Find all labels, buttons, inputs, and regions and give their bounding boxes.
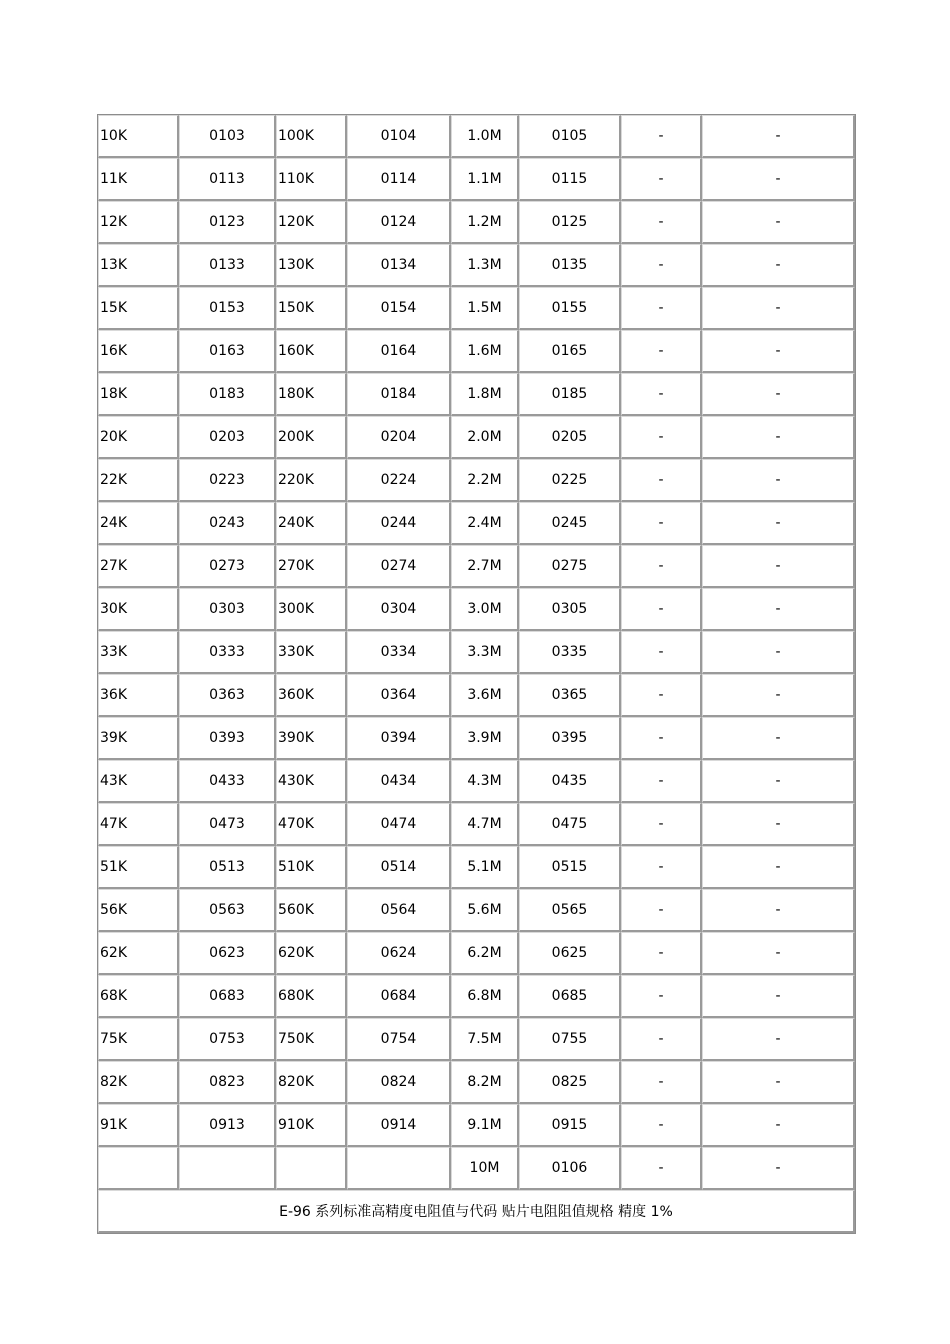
table-row bbox=[98, 932, 855, 975]
cell-extra-b: - bbox=[702, 631, 855, 674]
cell-code-100k: 0184 bbox=[347, 373, 451, 416]
cell-value-1m: 1.3M bbox=[451, 244, 519, 287]
cell-code-1m: 0435 bbox=[519, 760, 621, 803]
cell-value-10k: 75K bbox=[98, 1018, 179, 1061]
cell-value-100k: 910K bbox=[276, 1104, 347, 1147]
cell-value-100k: 750K bbox=[276, 1018, 347, 1061]
cell-code-10k: 0203 bbox=[179, 416, 276, 459]
cell-extra-a: - bbox=[621, 115, 702, 158]
cell-code-1m: 0135 bbox=[519, 244, 621, 287]
cell-value-100k bbox=[276, 1147, 347, 1190]
table-row bbox=[98, 416, 855, 459]
cell-code-10k: 0563 bbox=[179, 889, 276, 932]
cell-extra-b: - bbox=[702, 1018, 855, 1061]
cell-code-100k: 0124 bbox=[347, 201, 451, 244]
cell-extra-b: - bbox=[702, 158, 855, 201]
cell-value-1m: 8.2M bbox=[451, 1061, 519, 1104]
cell-value-1m: 1.8M bbox=[451, 373, 519, 416]
cell-code-10k: 0133 bbox=[179, 244, 276, 287]
cell-value-1m: 3.3M bbox=[451, 631, 519, 674]
cell-code-100k: 0104 bbox=[347, 115, 451, 158]
cell-value-1m: 2.0M bbox=[451, 416, 519, 459]
cell-value-100k: 360K bbox=[276, 674, 347, 717]
cell-code-1m: 0335 bbox=[519, 631, 621, 674]
cell-value-1m: 1.6M bbox=[451, 330, 519, 373]
cell-code-1m: 0755 bbox=[519, 1018, 621, 1061]
cell-value-10k: 68K bbox=[98, 975, 179, 1018]
cell-value-1m: 5.6M bbox=[451, 889, 519, 932]
cell-code-1m: 0165 bbox=[519, 330, 621, 373]
cell-extra-b: - bbox=[702, 803, 855, 846]
cell-value-10k: 10K bbox=[98, 115, 179, 158]
cell-value-100k: 300K bbox=[276, 588, 347, 631]
cell-extra-a: - bbox=[621, 760, 702, 803]
table-row bbox=[98, 588, 855, 631]
cell-code-1m: 0915 bbox=[519, 1104, 621, 1147]
cell-code-1m: 0825 bbox=[519, 1061, 621, 1104]
cell-extra-b: - bbox=[702, 588, 855, 631]
table-row bbox=[98, 330, 855, 373]
cell-code-100k: 0304 bbox=[347, 588, 451, 631]
table-row bbox=[98, 760, 855, 803]
cell-code-1m: 0305 bbox=[519, 588, 621, 631]
cell-code-100k: 0134 bbox=[347, 244, 451, 287]
cell-extra-a: - bbox=[621, 717, 702, 760]
cell-value-100k: 510K bbox=[276, 846, 347, 889]
cell-code-1m: 0685 bbox=[519, 975, 621, 1018]
cell-extra-a: - bbox=[621, 1147, 702, 1190]
cell-value-100k: 680K bbox=[276, 975, 347, 1018]
cell-code-1m: 0275 bbox=[519, 545, 621, 588]
cell-value-1m: 2.2M bbox=[451, 459, 519, 502]
cell-code-1m: 0115 bbox=[519, 158, 621, 201]
cell-value-100k: 330K bbox=[276, 631, 347, 674]
cell-value-10k: 22K bbox=[98, 459, 179, 502]
cell-extra-b: - bbox=[702, 889, 855, 932]
table-row bbox=[98, 631, 855, 674]
table-row bbox=[98, 803, 855, 846]
cell-extra-b: - bbox=[702, 1061, 855, 1104]
cell-code-100k: 0224 bbox=[347, 459, 451, 502]
cell-value-1m: 10M bbox=[451, 1147, 519, 1190]
cell-value-100k: 220K bbox=[276, 459, 347, 502]
cell-value-10k bbox=[98, 1147, 179, 1190]
table-body bbox=[98, 115, 855, 1190]
cell-code-10k: 0433 bbox=[179, 760, 276, 803]
cell-value-10k: 47K bbox=[98, 803, 179, 846]
cell-extra-b: - bbox=[702, 330, 855, 373]
cell-value-10k: 62K bbox=[98, 932, 179, 975]
cell-extra-a: - bbox=[621, 373, 702, 416]
cell-code-1m: 0475 bbox=[519, 803, 621, 846]
cell-value-10k: 18K bbox=[98, 373, 179, 416]
cell-code-100k: 0624 bbox=[347, 932, 451, 975]
cell-code-1m: 0395 bbox=[519, 717, 621, 760]
cell-code-100k: 0514 bbox=[347, 846, 451, 889]
cell-extra-b: - bbox=[702, 459, 855, 502]
cell-code-100k: 0474 bbox=[347, 803, 451, 846]
table-row bbox=[98, 1147, 855, 1190]
table-caption: E-96 系列标准高精度电阻值与代码 贴片电阻阻值规格 精度 1% bbox=[98, 1190, 855, 1233]
cell-code-10k: 0823 bbox=[179, 1061, 276, 1104]
cell-extra-b: - bbox=[702, 1104, 855, 1147]
cell-code-10k: 0223 bbox=[179, 459, 276, 502]
cell-extra-a: - bbox=[621, 674, 702, 717]
resistor-code-table bbox=[97, 114, 856, 1234]
cell-extra-a: - bbox=[621, 201, 702, 244]
cell-value-10k: 13K bbox=[98, 244, 179, 287]
cell-extra-b: - bbox=[702, 975, 855, 1018]
table-row bbox=[98, 373, 855, 416]
table-row bbox=[98, 674, 855, 717]
cell-extra-b: - bbox=[702, 717, 855, 760]
cell-value-100k: 470K bbox=[276, 803, 347, 846]
cell-value-1m: 4.7M bbox=[451, 803, 519, 846]
cell-value-1m: 1.2M bbox=[451, 201, 519, 244]
table-row bbox=[98, 846, 855, 889]
cell-value-100k: 620K bbox=[276, 932, 347, 975]
cell-code-100k: 0244 bbox=[347, 502, 451, 545]
table-row bbox=[98, 889, 855, 932]
cell-code-100k: 0114 bbox=[347, 158, 451, 201]
cell-extra-a: - bbox=[621, 889, 702, 932]
cell-value-10k: 39K bbox=[98, 717, 179, 760]
cell-value-1m: 3.0M bbox=[451, 588, 519, 631]
cell-code-10k bbox=[179, 1147, 276, 1190]
table-row bbox=[98, 244, 855, 287]
cell-value-100k: 130K bbox=[276, 244, 347, 287]
table-row bbox=[98, 502, 855, 545]
cell-value-10k: 24K bbox=[98, 502, 179, 545]
cell-code-10k: 0333 bbox=[179, 631, 276, 674]
cell-extra-b: - bbox=[702, 416, 855, 459]
cell-value-100k: 200K bbox=[276, 416, 347, 459]
cell-value-100k: 110K bbox=[276, 158, 347, 201]
cell-code-100k: 0164 bbox=[347, 330, 451, 373]
cell-value-100k: 560K bbox=[276, 889, 347, 932]
cell-extra-a: - bbox=[621, 975, 702, 1018]
cell-code-1m: 0155 bbox=[519, 287, 621, 330]
cell-value-10k: 36K bbox=[98, 674, 179, 717]
cell-value-1m: 1.1M bbox=[451, 158, 519, 201]
cell-extra-a: - bbox=[621, 1018, 702, 1061]
cell-code-1m: 0106 bbox=[519, 1147, 621, 1190]
cell-value-100k: 270K bbox=[276, 545, 347, 588]
cell-code-10k: 0513 bbox=[179, 846, 276, 889]
table-row bbox=[98, 975, 855, 1018]
cell-value-1m: 2.7M bbox=[451, 545, 519, 588]
cell-value-10k: 51K bbox=[98, 846, 179, 889]
cell-value-10k: 12K bbox=[98, 201, 179, 244]
cell-value-10k: 15K bbox=[98, 287, 179, 330]
table-row bbox=[98, 201, 855, 244]
cell-code-1m: 0365 bbox=[519, 674, 621, 717]
cell-value-10k: 27K bbox=[98, 545, 179, 588]
table-row bbox=[98, 717, 855, 760]
cell-value-100k: 240K bbox=[276, 502, 347, 545]
cell-value-1m: 6.8M bbox=[451, 975, 519, 1018]
cell-code-100k: 0204 bbox=[347, 416, 451, 459]
cell-value-10k: 20K bbox=[98, 416, 179, 459]
cell-code-10k: 0153 bbox=[179, 287, 276, 330]
cell-value-1m: 7.5M bbox=[451, 1018, 519, 1061]
cell-value-1m: 4.3M bbox=[451, 760, 519, 803]
cell-code-10k: 0913 bbox=[179, 1104, 276, 1147]
cell-extra-b: - bbox=[702, 373, 855, 416]
cell-value-1m: 3.6M bbox=[451, 674, 519, 717]
cell-extra-a: - bbox=[621, 502, 702, 545]
cell-extra-b: - bbox=[702, 201, 855, 244]
cell-value-100k: 390K bbox=[276, 717, 347, 760]
cell-value-10k: 16K bbox=[98, 330, 179, 373]
cell-value-100k: 820K bbox=[276, 1061, 347, 1104]
cell-value-10k: 33K bbox=[98, 631, 179, 674]
cell-extra-b: - bbox=[702, 674, 855, 717]
cell-code-100k: 0434 bbox=[347, 760, 451, 803]
cell-code-10k: 0623 bbox=[179, 932, 276, 975]
table-row bbox=[98, 545, 855, 588]
cell-value-10k: 11K bbox=[98, 158, 179, 201]
cell-extra-a: - bbox=[621, 158, 702, 201]
cell-value-10k: 56K bbox=[98, 889, 179, 932]
cell-extra-a: - bbox=[621, 416, 702, 459]
cell-extra-a: - bbox=[621, 287, 702, 330]
cell-extra-a: - bbox=[621, 459, 702, 502]
cell-extra-b: - bbox=[702, 932, 855, 975]
table-row bbox=[98, 115, 855, 158]
cell-extra-a: - bbox=[621, 244, 702, 287]
cell-code-1m: 0225 bbox=[519, 459, 621, 502]
cell-code-1m: 0625 bbox=[519, 932, 621, 975]
cell-extra-a: - bbox=[621, 1104, 702, 1147]
cell-code-100k: 0274 bbox=[347, 545, 451, 588]
table-row bbox=[98, 1018, 855, 1061]
cell-code-100k: 0394 bbox=[347, 717, 451, 760]
cell-value-100k: 430K bbox=[276, 760, 347, 803]
cell-code-1m: 0125 bbox=[519, 201, 621, 244]
cell-code-1m: 0105 bbox=[519, 115, 621, 158]
cell-code-100k: 0154 bbox=[347, 287, 451, 330]
cell-value-1m: 5.1M bbox=[451, 846, 519, 889]
cell-code-10k: 0303 bbox=[179, 588, 276, 631]
cell-value-1m: 1.5M bbox=[451, 287, 519, 330]
cell-value-100k: 160K bbox=[276, 330, 347, 373]
cell-code-10k: 0393 bbox=[179, 717, 276, 760]
cell-extra-a: - bbox=[621, 846, 702, 889]
cell-value-1m: 2.4M bbox=[451, 502, 519, 545]
table-row bbox=[98, 459, 855, 502]
table-row bbox=[98, 158, 855, 201]
cell-code-100k: 0684 bbox=[347, 975, 451, 1018]
cell-code-100k: 0754 bbox=[347, 1018, 451, 1061]
cell-code-1m: 0185 bbox=[519, 373, 621, 416]
cell-extra-b: - bbox=[702, 287, 855, 330]
cell-extra-a: - bbox=[621, 330, 702, 373]
cell-code-10k: 0753 bbox=[179, 1018, 276, 1061]
cell-value-10k: 30K bbox=[98, 588, 179, 631]
cell-code-100k: 0564 bbox=[347, 889, 451, 932]
cell-code-1m: 0205 bbox=[519, 416, 621, 459]
cell-extra-a: - bbox=[621, 588, 702, 631]
cell-extra-a: - bbox=[621, 631, 702, 674]
caption-row bbox=[98, 1190, 855, 1233]
cell-value-100k: 120K bbox=[276, 201, 347, 244]
cell-value-1m: 6.2M bbox=[451, 932, 519, 975]
cell-code-10k: 0103 bbox=[179, 115, 276, 158]
cell-code-1m: 0515 bbox=[519, 846, 621, 889]
cell-code-100k: 0364 bbox=[347, 674, 451, 717]
cell-value-10k: 43K bbox=[98, 760, 179, 803]
cell-extra-b: - bbox=[702, 502, 855, 545]
cell-code-10k: 0113 bbox=[179, 158, 276, 201]
cell-value-1m: 9.1M bbox=[451, 1104, 519, 1147]
cell-code-100k: 0914 bbox=[347, 1104, 451, 1147]
table-row bbox=[98, 1061, 855, 1104]
cell-code-100k bbox=[347, 1147, 451, 1190]
cell-code-10k: 0183 bbox=[179, 373, 276, 416]
cell-value-100k: 100K bbox=[276, 115, 347, 158]
cell-code-10k: 0273 bbox=[179, 545, 276, 588]
table-row bbox=[98, 1104, 855, 1147]
cell-extra-b: - bbox=[702, 244, 855, 287]
cell-value-1m: 3.9M bbox=[451, 717, 519, 760]
cell-extra-b: - bbox=[702, 115, 855, 158]
cell-extra-b: - bbox=[702, 545, 855, 588]
cell-code-10k: 0243 bbox=[179, 502, 276, 545]
cell-extra-b: - bbox=[702, 846, 855, 889]
cell-extra-a: - bbox=[621, 932, 702, 975]
cell-extra-a: - bbox=[621, 545, 702, 588]
cell-code-1m: 0565 bbox=[519, 889, 621, 932]
cell-code-1m: 0245 bbox=[519, 502, 621, 545]
cell-value-10k: 82K bbox=[98, 1061, 179, 1104]
cell-extra-b: - bbox=[702, 760, 855, 803]
cell-value-100k: 150K bbox=[276, 287, 347, 330]
cell-code-10k: 0123 bbox=[179, 201, 276, 244]
cell-code-10k: 0163 bbox=[179, 330, 276, 373]
cell-value-1m: 1.0M bbox=[451, 115, 519, 158]
cell-code-10k: 0683 bbox=[179, 975, 276, 1018]
cell-value-10k: 91K bbox=[98, 1104, 179, 1147]
cell-code-100k: 0824 bbox=[347, 1061, 451, 1104]
cell-extra-b: - bbox=[702, 1147, 855, 1190]
table-row bbox=[98, 287, 855, 330]
cell-code-10k: 0473 bbox=[179, 803, 276, 846]
cell-extra-a: - bbox=[621, 1061, 702, 1104]
cell-code-10k: 0363 bbox=[179, 674, 276, 717]
cell-value-100k: 180K bbox=[276, 373, 347, 416]
cell-extra-a: - bbox=[621, 803, 702, 846]
cell-code-100k: 0334 bbox=[347, 631, 451, 674]
